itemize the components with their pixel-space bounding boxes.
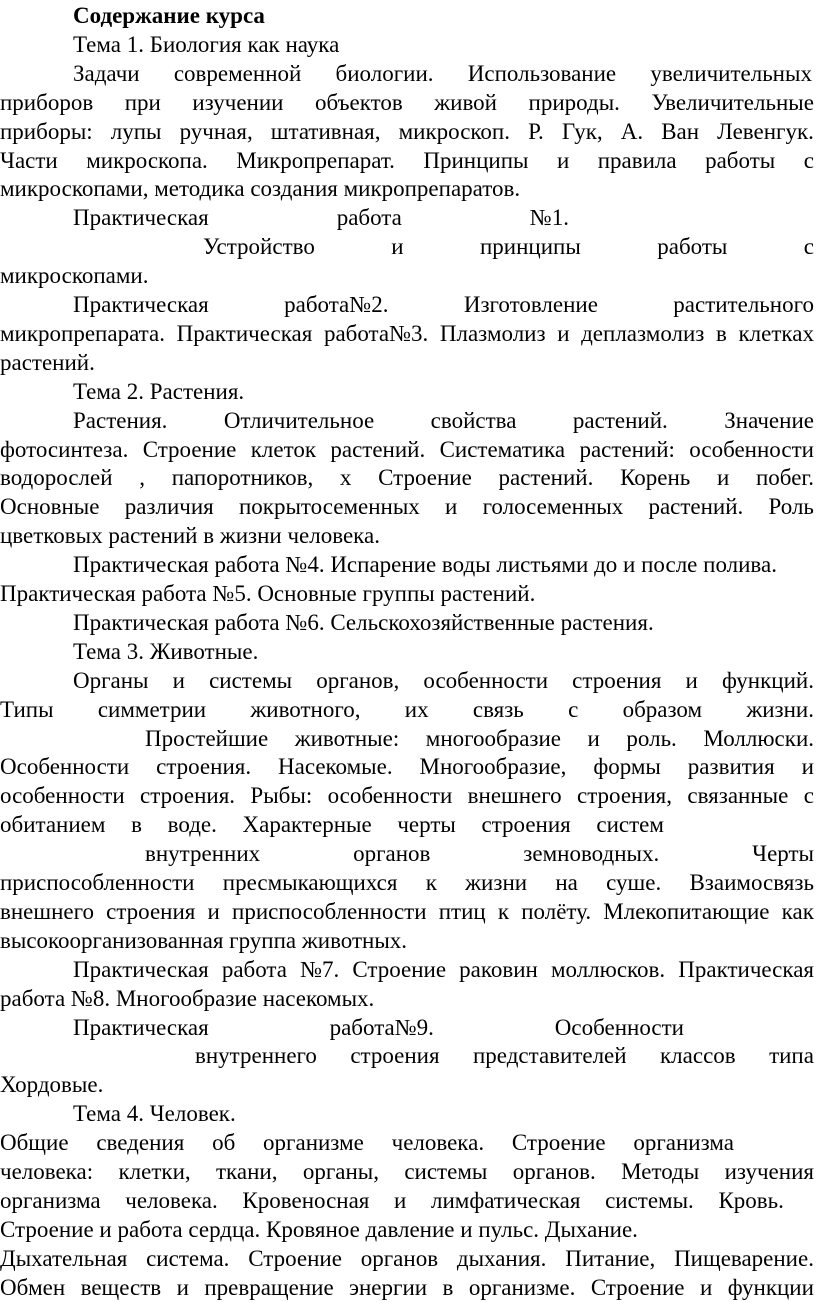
word: и xyxy=(445,494,458,519)
word: , xyxy=(139,465,145,490)
word: строения. xyxy=(156,754,252,779)
word: и xyxy=(172,668,185,693)
word: ткани, xyxy=(216,1159,278,1184)
word: микропрепарата. xyxy=(0,321,165,346)
word: Особенности xyxy=(554,1015,684,1040)
word: клетки, xyxy=(118,1159,191,1184)
topic-4-heading: Тема 4. Человек. xyxy=(73,1101,236,1126)
word: работа№3. xyxy=(323,321,429,346)
word: внешнего xyxy=(467,783,562,808)
word: связанные xyxy=(687,783,789,808)
word: клетках xyxy=(738,321,814,346)
word: Строение xyxy=(378,465,472,490)
word: Задачи xyxy=(73,61,140,86)
word: №7. xyxy=(300,957,340,982)
text-line xyxy=(0,117,816,146)
text-line: микроскопами, методика создания микропрепаратов. xyxy=(0,176,521,201)
text-line xyxy=(195,1041,816,1070)
word: полёту. xyxy=(521,899,592,924)
word: Плазмолиз xyxy=(439,321,546,346)
word: растений. xyxy=(572,408,668,433)
word: лимфатическая xyxy=(431,1188,581,1213)
word: Взаимосвязь xyxy=(689,870,814,895)
word: Практическая xyxy=(73,292,209,317)
word: пресмыкающихся xyxy=(222,870,398,895)
text-line xyxy=(73,1013,686,1042)
word: классов xyxy=(660,1043,736,1068)
word: увеличительных xyxy=(650,61,812,86)
word: изучении xyxy=(192,90,284,115)
word: представителей xyxy=(472,1043,627,1068)
text-line xyxy=(73,666,816,695)
word: и xyxy=(699,1275,713,1300)
text-line xyxy=(0,781,816,810)
word: А. xyxy=(620,119,644,144)
word: об xyxy=(212,1130,236,1155)
text-line xyxy=(0,146,816,175)
word: растений. xyxy=(648,494,744,519)
word: покрытосеменных xyxy=(238,494,420,519)
word: Роль xyxy=(768,494,814,519)
word: Значение xyxy=(724,408,814,433)
word: веществ xyxy=(80,1275,162,1300)
text-line: высокоорганизованная группа животных. xyxy=(0,928,408,953)
word: и xyxy=(176,1275,189,1300)
word: Типы xyxy=(0,697,54,722)
word: папоротников, xyxy=(171,465,314,490)
word: объектов xyxy=(315,90,403,115)
word: Систематика xyxy=(439,437,566,462)
word: различия xyxy=(124,494,214,519)
text-line xyxy=(0,319,816,348)
text-line xyxy=(0,897,816,926)
text-line xyxy=(0,463,816,492)
text-line: Строение и работа сердца. Кровяное давление и пульс. Дыхание. xyxy=(0,1217,638,1242)
word: и xyxy=(716,465,730,490)
word: свойства xyxy=(430,408,517,433)
word: Практическая xyxy=(73,205,209,230)
text-line: цветковых растений в жизни человека. xyxy=(0,523,380,548)
word: Гук, xyxy=(561,119,603,144)
word: фотосинтеза. xyxy=(0,437,129,462)
word: голосеменных xyxy=(482,494,624,519)
word: и xyxy=(557,321,570,346)
word: образом xyxy=(622,697,703,722)
word: природы. xyxy=(528,90,620,115)
word: ручная, xyxy=(179,119,253,144)
word: принципы xyxy=(480,234,581,259)
course-contents-title: Содержание курса xyxy=(73,3,265,28)
word: Изготовление xyxy=(463,292,598,317)
word: правила xyxy=(597,148,677,173)
text-line xyxy=(0,752,816,781)
text-line xyxy=(145,839,816,868)
word: на xyxy=(555,870,578,895)
word: клеток xyxy=(250,437,317,462)
text-line xyxy=(0,435,816,464)
word: органов xyxy=(353,841,431,866)
word: роль. xyxy=(626,726,677,751)
text-line xyxy=(0,868,816,897)
word: растительного xyxy=(673,292,814,317)
word: водорослей xyxy=(0,465,113,490)
topic-3-heading: Тема 3. Животные. xyxy=(73,639,259,664)
word: воде. xyxy=(167,812,217,837)
word: растений. xyxy=(330,437,426,462)
word: животные: xyxy=(294,726,400,751)
word: Черты xyxy=(752,841,814,866)
word: Простейшие xyxy=(145,726,269,751)
word: Рыбы: xyxy=(250,783,313,808)
word: биологии. xyxy=(335,61,434,86)
word: строения xyxy=(350,1043,440,1068)
word: Строение xyxy=(352,957,447,982)
word: в xyxy=(442,1275,454,1300)
text-line: Хордовые. xyxy=(0,1072,104,1097)
word: жизни xyxy=(465,870,528,895)
word: Левенгук. xyxy=(717,119,814,144)
word: Растения. xyxy=(73,408,168,433)
text-line: Практическая работа №4. Испарение воды листьями до и после полива. xyxy=(73,552,777,577)
word: х xyxy=(339,465,352,490)
word: приспособленности xyxy=(0,870,195,895)
word: Обмен xyxy=(0,1275,66,1300)
text-line: растений. xyxy=(0,350,95,375)
word: Млекопитающие xyxy=(603,899,770,924)
word: Строение xyxy=(142,437,237,462)
word: Практическая xyxy=(678,957,814,982)
word: особенности xyxy=(689,437,814,462)
word: энергии xyxy=(349,1275,428,1300)
text-line xyxy=(203,232,816,261)
word: Увеличительные xyxy=(651,90,814,115)
word: раковин xyxy=(459,957,538,982)
word: птиц xyxy=(438,899,486,924)
word: развития xyxy=(687,754,775,779)
word: органов, xyxy=(316,668,400,693)
word: их xyxy=(404,697,429,722)
word: Дыхательная xyxy=(0,1246,128,1271)
word: работы xyxy=(657,234,728,259)
word: черты xyxy=(397,812,456,837)
word: Практическая xyxy=(73,957,209,982)
word: и xyxy=(391,234,404,259)
word: человека. xyxy=(391,1130,485,1155)
topic-1-heading: Тема 1. Биология как наука xyxy=(73,32,340,57)
text-line xyxy=(73,290,816,319)
word: Практическая xyxy=(176,321,313,346)
word: особенности xyxy=(327,783,453,808)
word: с xyxy=(568,697,579,722)
text-line xyxy=(0,1186,786,1215)
word: Ван xyxy=(661,119,700,144)
word: моллюсков. xyxy=(550,957,666,982)
word: с xyxy=(803,234,814,259)
word: с xyxy=(803,148,814,173)
word: и xyxy=(685,668,698,693)
topic-2-heading: Тема 2. Растения. xyxy=(73,379,245,404)
word: при xyxy=(124,90,161,115)
word: строения xyxy=(572,668,662,693)
word: Пищеварение. xyxy=(674,1246,814,1271)
word: Практическая xyxy=(73,1015,209,1040)
word: функций. xyxy=(721,668,814,693)
word: №1. xyxy=(529,205,569,230)
word: Отличительное xyxy=(223,408,375,433)
word: организме. xyxy=(468,1275,576,1300)
word: особенности xyxy=(0,783,125,808)
word: и xyxy=(207,899,220,924)
word: приспособленности xyxy=(232,899,427,924)
word: организма xyxy=(633,1130,734,1155)
word: работа xyxy=(221,957,287,982)
word: внутренних xyxy=(145,841,261,866)
word: органы, xyxy=(302,1159,379,1184)
word: суше. xyxy=(606,870,662,895)
word: системы. xyxy=(605,1188,694,1213)
text-line: Практическая работа №5. Основные группы растений. xyxy=(0,581,536,606)
text-line xyxy=(0,492,816,521)
word: строения. xyxy=(140,783,236,808)
text-line xyxy=(0,1273,816,1302)
word: штативная, xyxy=(270,119,381,144)
word: Многообразие, xyxy=(419,754,567,779)
word: Строение xyxy=(248,1246,342,1271)
word: сведения xyxy=(96,1130,185,1155)
text-line xyxy=(145,724,816,753)
word: симметрии xyxy=(97,697,207,722)
word: в xyxy=(716,321,727,346)
word: системы xyxy=(404,1159,488,1184)
word: Насекомые. xyxy=(278,754,393,779)
word: Микропрепарат. xyxy=(236,148,395,173)
text-line xyxy=(0,810,666,839)
word: организме xyxy=(263,1130,364,1155)
text-line xyxy=(73,955,816,984)
word: Строение xyxy=(590,1275,685,1300)
word: и xyxy=(394,1188,407,1213)
word: Органы xyxy=(73,668,149,693)
word: работа xyxy=(336,205,402,230)
word: и xyxy=(801,754,814,779)
word: к xyxy=(425,870,437,895)
word: связь xyxy=(472,697,524,722)
word: жизни. xyxy=(746,697,814,722)
word: растений: xyxy=(579,437,675,462)
text-line xyxy=(0,695,816,724)
word: Кровеносная xyxy=(242,1188,370,1213)
word: функции xyxy=(727,1275,814,1300)
word: строения xyxy=(106,899,196,924)
text-line xyxy=(73,406,816,435)
text-line: Практическая работа №6. Сельскохозяйственные растения. xyxy=(73,610,654,635)
word: Кровь. xyxy=(718,1188,784,1213)
word: деплазмолиз xyxy=(581,321,705,346)
word: работы xyxy=(705,148,776,173)
word: Устройство xyxy=(203,234,315,259)
word: животного, xyxy=(250,697,361,722)
word: Особенности xyxy=(0,754,130,779)
word: Характерные xyxy=(242,812,372,837)
word: Корень xyxy=(620,465,691,490)
word: человека: xyxy=(0,1159,94,1184)
text-line: микроскопами. xyxy=(0,263,149,288)
word: приборы: xyxy=(0,119,93,144)
word: система. xyxy=(146,1246,230,1271)
word: органов. xyxy=(512,1159,596,1184)
word: Моллюски. xyxy=(703,726,814,751)
word: и xyxy=(587,726,600,751)
text-line xyxy=(73,59,814,88)
word: работа№2. xyxy=(284,292,389,317)
word: органов xyxy=(360,1246,439,1271)
word: строения, xyxy=(577,783,672,808)
word: Методы xyxy=(621,1159,700,1184)
word: приборов xyxy=(0,90,94,115)
word: организма xyxy=(0,1188,101,1213)
word: Общие xyxy=(0,1130,69,1155)
word: многообразие xyxy=(425,726,562,751)
text-line xyxy=(73,203,571,232)
word: современной xyxy=(173,61,302,86)
text-line xyxy=(0,1128,736,1157)
text-line xyxy=(0,1244,816,1273)
word: лупы xyxy=(110,119,162,144)
word: изучения xyxy=(724,1159,814,1184)
word: внутреннего xyxy=(195,1043,317,1068)
word: дыхания. xyxy=(456,1246,547,1271)
word: и xyxy=(556,148,570,173)
text-line xyxy=(0,1157,816,1186)
word: внешнего xyxy=(0,899,94,924)
text-line: работа №8. Многообразие насекомых. xyxy=(0,986,375,1011)
word: Использование xyxy=(467,61,617,86)
word: типа xyxy=(769,1043,814,1068)
word: Р. xyxy=(528,119,544,144)
word: побег. xyxy=(755,465,814,490)
word: живой xyxy=(434,90,497,115)
word: обитанием xyxy=(0,812,106,837)
word: формы xyxy=(593,754,661,779)
text-line xyxy=(0,88,816,117)
word: Принципы xyxy=(423,148,529,173)
word: растений. xyxy=(498,465,594,490)
word: земноводных. xyxy=(523,841,660,866)
word: в xyxy=(131,812,142,837)
word: систем xyxy=(596,812,664,837)
word: системы xyxy=(209,668,293,693)
word: превращение xyxy=(204,1275,334,1300)
word: микроскопа. xyxy=(86,148,208,173)
word: как xyxy=(781,899,814,924)
word: Строение xyxy=(511,1130,606,1155)
word: Питание, xyxy=(565,1246,656,1271)
word: особенности xyxy=(423,668,549,693)
word: с xyxy=(803,783,814,808)
word: Части xyxy=(0,148,58,173)
word: работа№9. xyxy=(329,1015,434,1040)
word: микроскоп. xyxy=(398,119,510,144)
word: Основные xyxy=(0,494,100,519)
word: строения xyxy=(481,812,571,837)
word: к xyxy=(497,899,510,924)
word: человека. xyxy=(125,1188,218,1213)
